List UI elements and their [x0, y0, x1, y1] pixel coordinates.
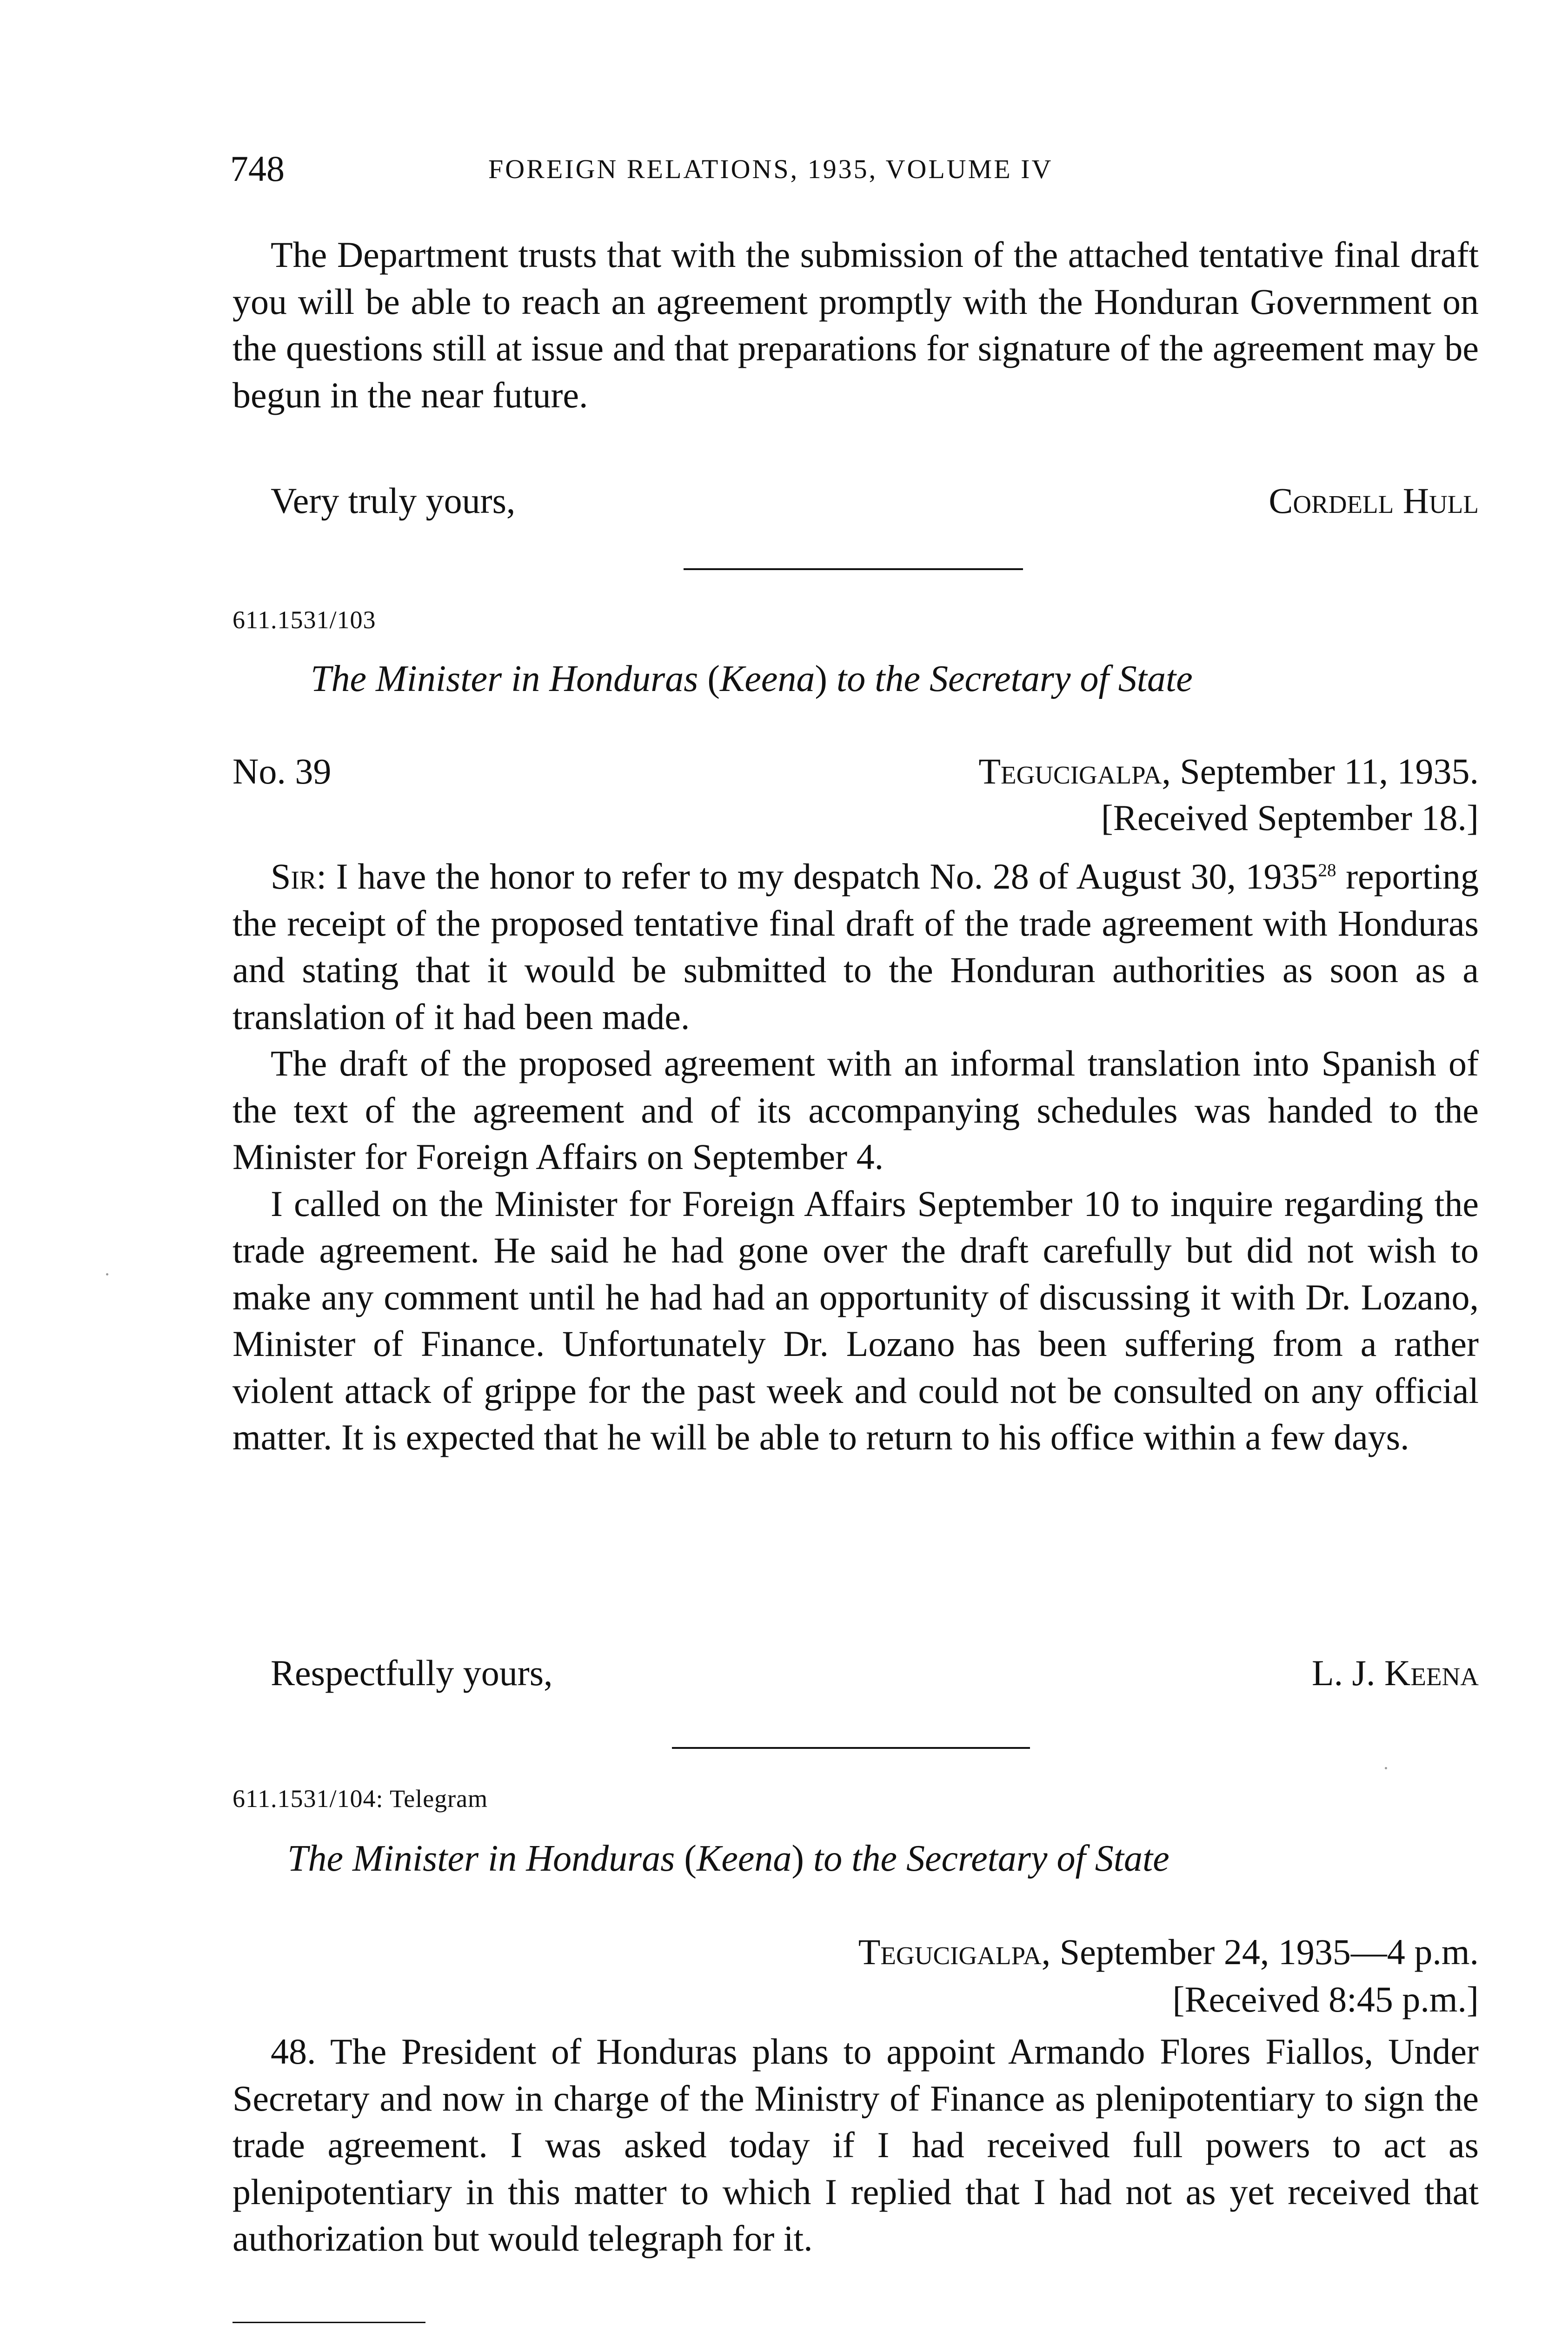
- telegram-body: [233, 2028, 1479, 2262]
- scan-speck: [1385, 1767, 1387, 1769]
- file-number: 611.1531/104: Telegram: [233, 1785, 488, 1813]
- despatch-number: No. 39: [233, 751, 332, 791]
- heading-suffix: to the Secretary of State: [837, 658, 1193, 699]
- file-number: 611.1531/103: [233, 606, 376, 634]
- heading-suffix: to the Secretary of State: [813, 1838, 1169, 1879]
- paragraph: The Department trusts that with the submission of the attached tentative final draft you will be able to reach an agreement promptly with the Honduran Government on the questions still at issue and that preparations for signature of the agreement may be begun in the near future.: [233, 234, 1479, 415]
- dateline-date: , September 11, 1935.: [1162, 751, 1479, 791]
- section-divider: [684, 568, 1023, 570]
- footnote-ref: 28: [1318, 860, 1336, 880]
- closing: Very truly yours,: [271, 480, 516, 521]
- paragraph: The draft of the proposed agreement with an informal translation into Spanish of the text of the agreement and of its accompanying schedules was handed to the Minister for Foreign Affairs on September 4.: [233, 1043, 1479, 1177]
- document-heading: The Minister in Honduras (Keena) to the Secretary of State: [311, 658, 1193, 699]
- heading-name: Keena: [720, 658, 815, 699]
- page-number: 748: [230, 148, 285, 189]
- paragraph: Sir: I have the honor to refer to my despatch No. 28 of August 30, 1935$^{28}$ reporting the receipt of the proposed tentative final draft of the trade agreement with Honduras and stating that it would be submitted to the Honduran authorities as soon as a translation of it had been made.: [233, 856, 1479, 1037]
- received-note: [Received 8:45 p.m.]: [1172, 1979, 1479, 2019]
- dateline-place: Tegucigalpa: [978, 751, 1162, 791]
- despatch-body: [233, 847, 1479, 1461]
- dateline: [858, 1931, 1479, 1973]
- heading-prefix: The Minister in Honduras: [287, 1838, 675, 1879]
- scan-speck: [106, 1273, 108, 1275]
- section-divider: [672, 1747, 1030, 1749]
- signature: Cordell Hull: [1269, 480, 1479, 521]
- heading-name: Keena: [697, 1838, 792, 1879]
- heading-prefix: The Minister in Honduras: [311, 658, 698, 699]
- document-heading: The Minister in Honduras (Keena) to the Secretary of State: [287, 1838, 1169, 1879]
- signature: L. J. Keena: [1312, 1653, 1479, 1693]
- paragraph: 48. The President of Honduras plans to appoint Armando Flores Fiallos, Under Secretary and now in charge of the Ministry of Finance as plenipotentiary to sign the trade agreement. I was asked today if I had received full powers to act as plenipotentiary in this matter to which I replied that I had not as yet received that authorization but would telegraph for it.: [233, 2031, 1479, 2259]
- paragraph: I called on the Minister for Foreign Affairs September 10 to inquire regarding the trade agreement. He said he had gone over the draft carefully but did not wish to make any comment until he had had an opportunity of discussing it with Dr. Lozano, Minister of Finance. Unfortunately Dr. Lozano has been suffering from a rather violent attack of grippe for the past week and could not be consulted on any official matter. It is expected that he will be able to return to his office within a few days.: [233, 1183, 1479, 1457]
- received-note: [Received September 18.]: [1101, 797, 1479, 838]
- footnote-rule: [233, 2322, 425, 2323]
- dateline: [978, 751, 1479, 792]
- closing: Respectfully yours,: [271, 1653, 553, 1693]
- running-title: FOREIGN RELATIONS, 1935, VOLUME IV: [488, 154, 1053, 184]
- dateline-date: , September 24, 1935—4 p.m.: [1041, 1932, 1479, 1972]
- salutation: Sir: [271, 856, 317, 897]
- dateline-place: Tegucigalpa: [858, 1932, 1042, 1972]
- letter-continuation: [233, 232, 1479, 418]
